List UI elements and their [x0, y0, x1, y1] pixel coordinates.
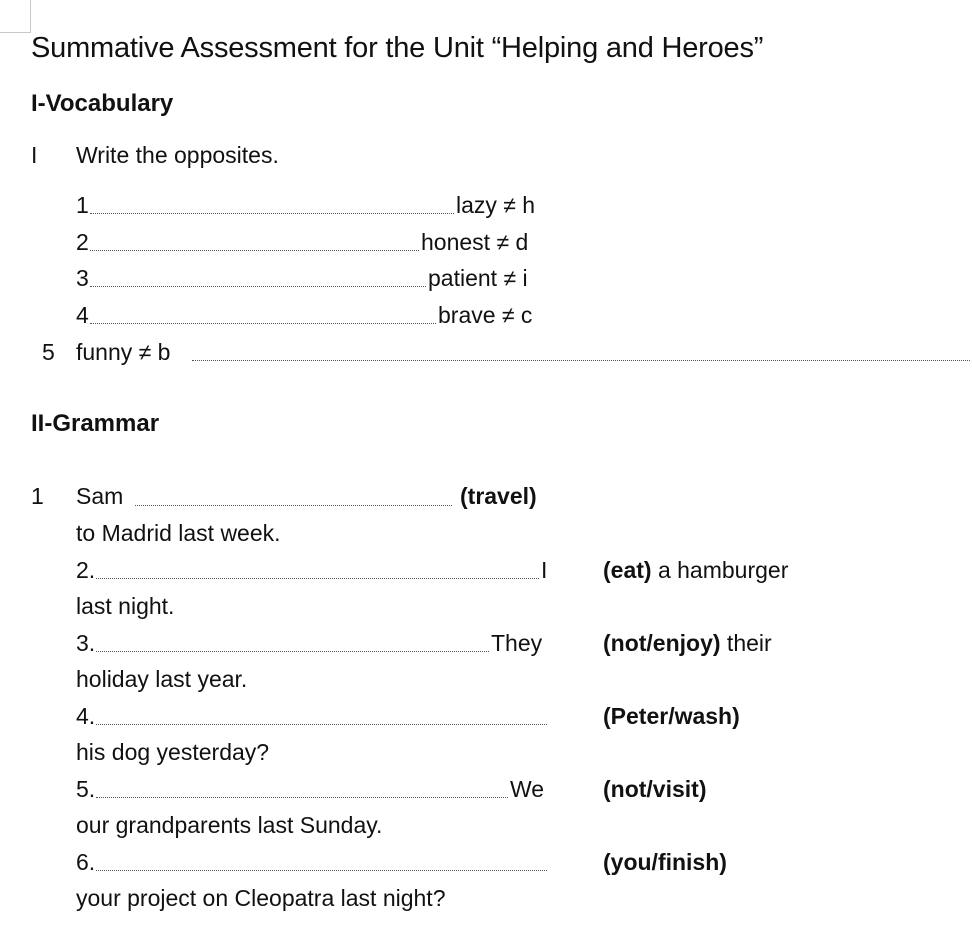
grammar-item-continuation: last night. [76, 593, 175, 619]
grammar-heading: II-Grammar [31, 410, 160, 437]
grammar-item-subject: Sam [76, 483, 124, 509]
grammar-answer-line[interactable] [96, 651, 489, 652]
vocabulary-instruction: Write the opposites. [76, 142, 279, 168]
grammar-item-verb: (travel) [460, 483, 537, 509]
grammar-item-number: 4. [76, 703, 96, 729]
page-title: Summative Assessment for the Unit “Helping and Heroes” [31, 32, 764, 64]
grammar-answer-line[interactable] [96, 797, 508, 798]
grammar-item-continuation: his dog yesterday? [76, 739, 270, 765]
vocab-item-number: 5 [42, 339, 55, 365]
vocab-item-prompt: brave ≠ c [438, 302, 533, 328]
grammar-item-subject: We [510, 776, 545, 802]
grammar-item-verb-phrase [603, 630, 772, 657]
vocab-answer-line[interactable] [192, 360, 970, 361]
grammar-item-subject: I [541, 557, 548, 583]
grammar-item-subject: They [491, 630, 543, 656]
vocabulary-task-number: I [31, 142, 38, 168]
grammar-item-verb: (you/finish) [603, 849, 727, 875]
vocab-item-prompt: honest ≠ d [421, 229, 529, 255]
vocabulary-heading: I-Vocabulary [31, 90, 174, 117]
vocab-answer-line[interactable] [90, 323, 436, 324]
vocab-item-prompt: patient ≠ i [428, 265, 528, 291]
grammar-item-number: 1 [31, 483, 44, 509]
vocab-answer-line[interactable] [90, 250, 419, 251]
grammar-item-verb: (not/enjoy) [603, 630, 721, 656]
grammar-item-number: 3. [76, 630, 96, 656]
vocab-answer-line[interactable] [90, 213, 454, 214]
grammar-item-number: 2. [76, 557, 96, 583]
vocab-item-prompt: lazy ≠ h [456, 192, 536, 218]
grammar-item-verb: (not/visit) [603, 776, 707, 802]
vocab-item-number: 2 [76, 229, 89, 255]
grammar-item-verb: (eat) [603, 557, 652, 583]
grammar-item-continuation: to Madrid last week. [76, 520, 281, 546]
grammar-item-verb: (Peter/wash) [603, 703, 740, 729]
grammar-item-rest: a hamburger [651, 557, 789, 583]
grammar-item-number: 6. [76, 849, 96, 875]
page-corner-mark [0, 0, 31, 33]
grammar-item-continuation: your project on Cleopatra last night? [76, 885, 446, 911]
vocab-item-number: 4 [76, 302, 89, 328]
grammar-answer-line[interactable] [96, 870, 547, 871]
grammar-answer-line[interactable] [135, 505, 452, 506]
vocab-answer-line[interactable] [90, 286, 426, 287]
vocab-item-prompt: funny ≠ b [76, 339, 171, 365]
grammar-answer-line[interactable] [96, 578, 539, 579]
grammar-item-verb-phrase [603, 557, 788, 584]
grammar-answer-line[interactable] [96, 724, 547, 725]
grammar-item-rest: their [720, 630, 772, 656]
grammar-item-number: 5. [76, 776, 96, 802]
grammar-item-continuation: holiday last year. [76, 666, 248, 692]
vocab-item-number: 3 [76, 265, 89, 291]
vocab-item-number: 1 [76, 192, 89, 218]
grammar-item-continuation: our grandparents last Sunday. [76, 812, 383, 838]
